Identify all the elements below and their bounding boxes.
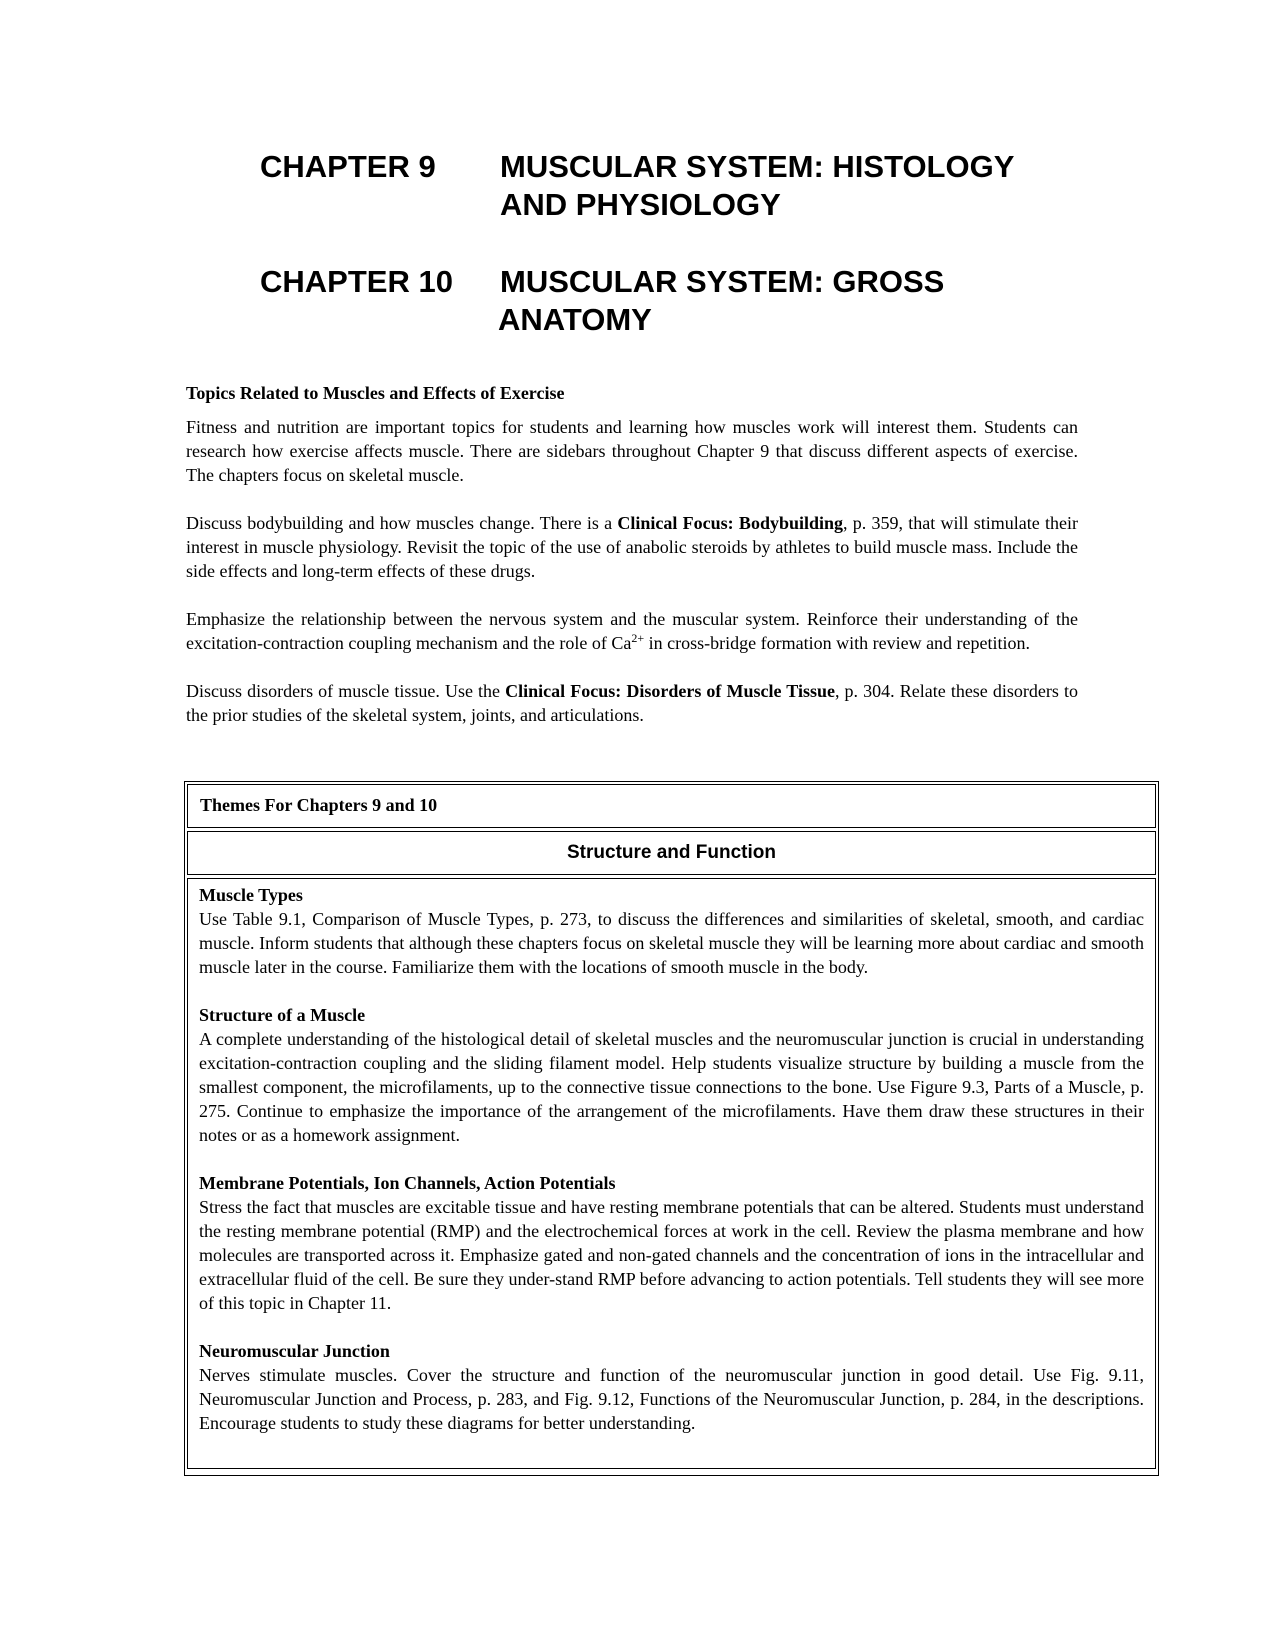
theme-title: Structure of a Muscle	[199, 1005, 366, 1025]
chapter-title-line: ANATOMY	[498, 302, 652, 337]
theme-section	[199, 1339, 1144, 1435]
theme-text: Nerves stimulate muscles. Cover the structure and function of the neuromuscular junction in good detail. Use Fig. 9.11, Neuromuscular Junction and Process, p. 283, and Fig. 9.12, Functions of the Neuromuscular Junction, p. 284, in the descriptions. Encourage students to study these diagrams for better understanding.	[199, 1365, 1144, 1433]
chapter-title-line: AND PHYSIOLOGY	[500, 187, 781, 222]
intro-paragraph: Fitness and nutrition are important topics for students and learning how muscles work will interest them. Students can research how exercise affects muscle. There are sidebars throughout Chapter 9 that discuss different aspects of exercise. The chapters focus on skeletal muscle.	[186, 417, 1078, 485]
chapter-9-heading	[260, 148, 1014, 224]
chapter-title	[500, 263, 944, 339]
themes-header: Themes For Chapters 9 and 10	[187, 784, 1156, 828]
intro-paragraph: Discuss disorders of muscle tissue. Use the Clinical Focus: Disorders of Muscle Tissue, p. 304. Relate these disorders to the prior studies of the skeletal system, joints, and articulations.	[186, 681, 1078, 725]
theme-title: Membrane Potentials, Ion Channels, Action Potentials	[199, 1173, 616, 1193]
chapter-title-line: MUSCULAR SYSTEM: HISTOLOGY	[500, 149, 1015, 184]
chapter-title-line: MUSCULAR SYSTEM: GROSS	[500, 264, 945, 299]
theme-title: Muscle Types	[199, 885, 303, 905]
themes-body	[187, 878, 1156, 1469]
theme-text: Stress the fact that muscles are excitable tissue and have resting membrane potentials that can be altered. Students must understand the resting membrane potential (RMP) and the electrochemical forces at work in the cell. Review the plasma membrane and how molecules are transported across it. Emphasize gated and non-gated channels and the concentration of ions in the intracellular and extracellular fluid of the cell. Be sure they under-stand RMP before advancing to action potentials. Tell students they will see more of this topic in Chapter 11.	[199, 1197, 1144, 1313]
themes-table	[184, 781, 1159, 1476]
theme-section	[199, 1003, 1144, 1147]
intro-paragraph: Emphasize the relationship between the nervous system and the muscular system. Reinforce their understanding of the excitation-contraction coupling mechanism and the role of $Ca^{2+}$ in cross-bridge formation with review and repetition.	[186, 609, 1078, 653]
theme-text: Use Table 9.1, Comparison of Muscle Types, p. 273, to discuss the differences and similarities of skeletal, smooth, and cardiac muscle. Inform students that although these chapters focus on skeletal muscle they will be learning more about cardiac and smooth muscle later in the course. Familiarize them with the locations of smooth muscle in the body.	[199, 909, 1144, 977]
chapter-number: CHAPTER 10	[260, 264, 453, 299]
themes-subheader: Structure and Function	[187, 831, 1156, 875]
theme-section	[199, 1171, 1144, 1315]
section-heading: Topics Related to Muscles and Effects of Exercise	[186, 383, 565, 403]
chapter-title	[500, 148, 1014, 224]
chapter-number: CHAPTER 9	[260, 149, 436, 184]
intro-section	[186, 381, 1078, 751]
chapter-10-heading	[260, 263, 944, 339]
theme-text: A complete understanding of the histological detail of skeletal muscles and the neuromuscular junction is crucial in understanding excitation-contraction coupling and the sliding filament model. Help students visualize structure by building a muscle from the smallest component, the microfilaments, up to the connective tissue connections to the bone. Use Figure 9.3, Parts of a Muscle, p. 275. Continue to emphasize the importance of the arrangement of the microfilaments. Have them draw these structures in their notes or as a homework assignment.	[199, 1029, 1144, 1145]
theme-title: Neuromuscular Junction	[199, 1341, 390, 1361]
theme-section	[199, 883, 1144, 979]
clinical-focus-reference: Clinical Focus: Disorders of Muscle Tissue	[505, 681, 835, 701]
superscript: 2+	[631, 631, 645, 645]
intro-paragraph: Discuss bodybuilding and how muscles change. There is a Clinical Focus: Bodybuilding, p. 359, that will stimulate their interest in muscle physiology. Revisit the topic of the use of anabolic steroids by athletes to build muscle mass. Include the side effects and long-term effects of these drugs.	[186, 513, 1079, 581]
clinical-focus-reference: Clinical Focus: Bodybuilding	[617, 513, 843, 533]
